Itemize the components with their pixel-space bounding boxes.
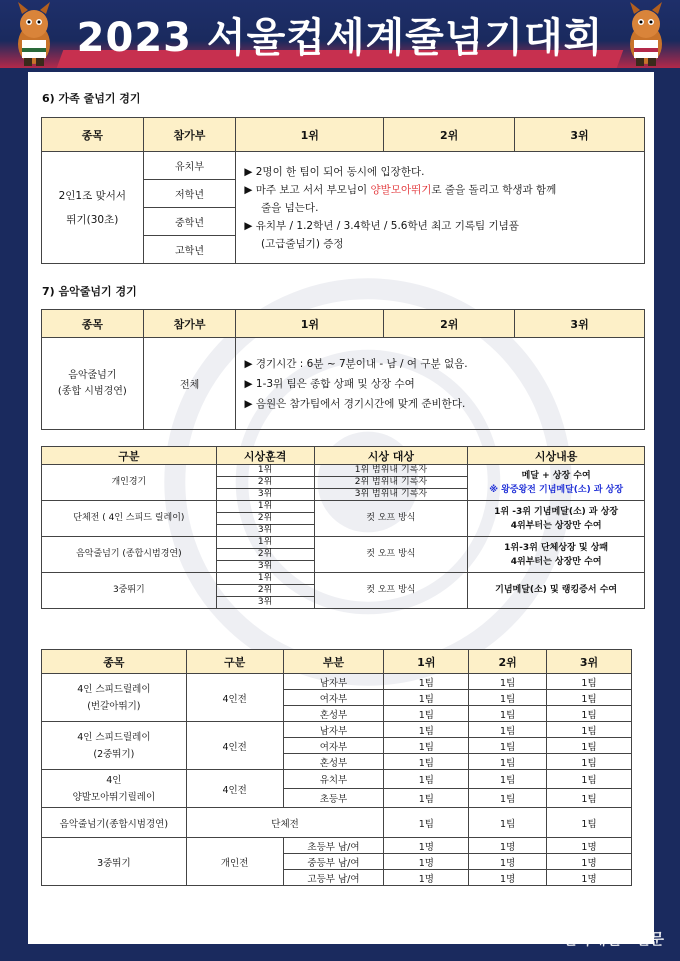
result-cell: 1팀 [547, 789, 632, 808]
result-part: 혼성부 [283, 754, 384, 770]
result-cell: 1팀 [547, 690, 632, 706]
award-target: 컷 오프 방식 [314, 573, 468, 609]
result-cell: 1팀 [547, 706, 632, 722]
award-content [468, 501, 645, 537]
division-cell: 중학년 [143, 208, 236, 236]
result-event: 4인 스피드릴레이 (2중뛰기) [42, 722, 187, 770]
result-event: 3중뛰기 [42, 838, 187, 886]
col-header: 시상훈격 [216, 447, 314, 465]
event-name-line: 뛰기(30초) [66, 213, 119, 226]
award-content-line: 4위부터는 상장만 수여 [510, 556, 602, 567]
result-cell: 1팀 [384, 690, 469, 706]
music-rope-table [41, 309, 645, 430]
rules-cell [236, 152, 645, 264]
awards-table [41, 446, 645, 609]
award-category: 개인경기 [42, 465, 217, 501]
result-cell: 1팀 [469, 674, 547, 690]
result-part: 중등부 남/여 [283, 854, 384, 870]
col-header: 시상내용 [468, 447, 645, 465]
col-header: 2위 [469, 650, 547, 674]
rule-line: (고급줄넘기) 증정 [244, 237, 344, 250]
result-type: 4인전 [186, 674, 283, 722]
result-cell: 1팀 [384, 789, 469, 808]
result-type: 개인전 [186, 838, 283, 886]
rule-line: ▶ 1-3위 팀은 종합 상패 및 상장 수여 [244, 377, 415, 390]
result-part: 남자부 [283, 722, 384, 738]
award-content-line: ※ 왕중왕전 기념메달(소) 과 상장 [489, 484, 624, 495]
division-cell: 저학년 [143, 180, 236, 208]
col-header: 참가부 [143, 310, 236, 338]
result-cell: 1팀 [384, 738, 469, 754]
award-rank: 1위 [216, 573, 314, 585]
award-category: 단체전 ( 4인 스피드 릴레이) [42, 501, 217, 537]
division-cell: 전체 [143, 338, 236, 430]
result-cell: 1팀 [547, 770, 632, 789]
result-cell: 1명 [384, 870, 469, 886]
event-name-line: 2인1조 맞서서 [58, 189, 127, 202]
col-header: 참가부 [143, 118, 236, 152]
event-cell [42, 152, 144, 264]
col-header: 3위 [515, 118, 645, 152]
award-target: 2위 범위내 기록자 [314, 477, 468, 489]
col-header: 시상 대상 [314, 447, 468, 465]
award-rank: 1위 [216, 537, 314, 549]
result-cell: 1팀 [469, 808, 547, 838]
result-cell: 1명 [469, 838, 547, 854]
award-category: 음악줄넘기 (종합시범경연) [42, 537, 217, 573]
award-content-line: 1위 -3위 기념메달(소) 과 상장 [494, 506, 619, 517]
result-cell: 1팀 [384, 706, 469, 722]
result-part: 혼성부 [283, 706, 384, 722]
result-part: 고등부 남/여 [283, 870, 384, 886]
result-event: 4인 스피드릴레이 (번갈아뛰기) [42, 674, 187, 722]
result-cell: 1팀 [469, 789, 547, 808]
family-rope-table [41, 117, 645, 264]
result-cell: 1팀 [547, 738, 632, 754]
rule-line: ▶ 음원은 참가팀에서 경기시간에 맞게 준비한다. [244, 397, 466, 410]
result-cell: 1명 [547, 854, 632, 870]
col-header: 부분 [283, 650, 384, 674]
rule-line: ▶ 유치부 / 1.2학년 / 3.4학년 / 5.6학년 최고 기록팀 기념품 [244, 219, 519, 232]
result-cell: 1팀 [547, 808, 632, 838]
result-type: 4인전 [186, 722, 283, 770]
result-cell: 1팀 [469, 754, 547, 770]
rule-line: ▶ 마주 보고 서서 부모님이 양발모아뛰기로 줄을 돌리고 학생과 함께 [244, 183, 557, 196]
award-target: 3위 범위내 기록자 [314, 489, 468, 501]
results-table [41, 649, 632, 886]
result-cell: 1팀 [547, 722, 632, 738]
result-part: 초등부 [283, 789, 384, 808]
award-rank: 2위 [216, 549, 314, 561]
col-header: 3위 [547, 650, 632, 674]
result-cell: 1팀 [384, 770, 469, 789]
award-rank: 3위 [216, 597, 314, 609]
event-name-line: 음악줄넘기 [68, 369, 117, 381]
result-part: 초등부 남/여 [283, 838, 384, 854]
col-header: 3위 [515, 310, 645, 338]
award-content [468, 465, 645, 501]
result-cell: 1팀 [469, 722, 547, 738]
squirrel-mascot-icon [616, 2, 676, 68]
result-cell: 1명 [469, 854, 547, 870]
result-cell: 1팀 [384, 722, 469, 738]
award-target: 컷 오프 방식 [314, 537, 468, 573]
result-cell: 1명 [547, 870, 632, 886]
award-target: 컷 오프 방식 [314, 501, 468, 537]
result-cell: 1팀 [384, 674, 469, 690]
award-content-line: 메달 + 상장 수여 [521, 470, 591, 481]
event-name-line: (종합 시범경연) [57, 385, 127, 397]
col-header: 1위 [236, 310, 384, 338]
section-7-heading: 7) 음악줄넘기 경기 [42, 285, 137, 298]
award-rank: 3위 [216, 561, 314, 573]
rules-cell [236, 338, 645, 430]
col-header: 종목 [42, 118, 144, 152]
section-6-heading: 6) 가족 줄넘기 경기 [42, 92, 141, 105]
newspaper-logo: 한국태권도신문 [562, 930, 664, 948]
result-part: 유치부 [283, 770, 384, 789]
result-cell: 1명 [384, 838, 469, 854]
result-cell: 1명 [547, 838, 632, 854]
event-cell [42, 338, 144, 430]
page-title: 2023 서울컵세계줄넘기대회 [76, 15, 604, 61]
result-cell: 1팀 [384, 754, 469, 770]
col-header: 구분 [186, 650, 283, 674]
col-header: 1위 [384, 650, 469, 674]
award-rank: 1위 [216, 465, 314, 477]
document-page [28, 72, 654, 944]
squirrel-mascot-icon [4, 2, 64, 68]
rule-line: ▶ 2명이 한 팀이 되어 동시에 입장한다. [244, 165, 425, 178]
result-cell: 1팀 [547, 674, 632, 690]
award-rank: 2위 [216, 585, 314, 597]
award-content [468, 537, 645, 573]
award-rank: 3위 [216, 489, 314, 501]
award-target: 1위 범위내 기록자 [314, 465, 468, 477]
result-cell: 1팀 [469, 738, 547, 754]
result-type: 4인전 [186, 770, 283, 808]
division-cell: 유치부 [143, 152, 236, 180]
rule-line: 줄을 넘는다. [244, 201, 319, 214]
result-event: 음악줄넘기(종합시범경연) [42, 808, 187, 838]
result-type: 단체전 [186, 808, 384, 838]
col-header: 구분 [42, 447, 217, 465]
result-part: 여자부 [283, 738, 384, 754]
result-cell: 1팀 [547, 754, 632, 770]
col-header: 2위 [384, 310, 515, 338]
col-header: 2위 [384, 118, 515, 152]
result-cell: 1팀 [469, 706, 547, 722]
award-category: 3중뛰기 [42, 573, 217, 609]
award-content-line: 4위부터는 상장만 수여 [510, 520, 602, 531]
result-part: 여자부 [283, 690, 384, 706]
award-content: 기념메달(소) 및 랭킹증서 수여 [468, 573, 645, 609]
result-cell: 1명 [384, 854, 469, 870]
result-cell: 1팀 [384, 808, 469, 838]
division-cell: 고학년 [143, 236, 236, 264]
result-cell: 1팀 [469, 690, 547, 706]
award-rank: 3위 [216, 525, 314, 537]
award-rank: 2위 [216, 477, 314, 489]
result-cell: 1명 [469, 870, 547, 886]
result-part: 남자부 [283, 674, 384, 690]
result-cell: 1팀 [469, 770, 547, 789]
col-header: 종목 [42, 310, 144, 338]
award-content-line: 1위-3위 단체상장 및 상패 [504, 542, 609, 553]
col-header: 종목 [42, 650, 187, 674]
award-rank: 1위 [216, 501, 314, 513]
result-event: 4인 양발모아뛰기릴레이 [42, 770, 187, 808]
rule-line: ▶ 경기시간 : 6분 ~ 7분이내 - 남 / 여 구분 없음. [244, 357, 468, 370]
col-header: 1위 [236, 118, 384, 152]
award-rank: 2위 [216, 513, 314, 525]
